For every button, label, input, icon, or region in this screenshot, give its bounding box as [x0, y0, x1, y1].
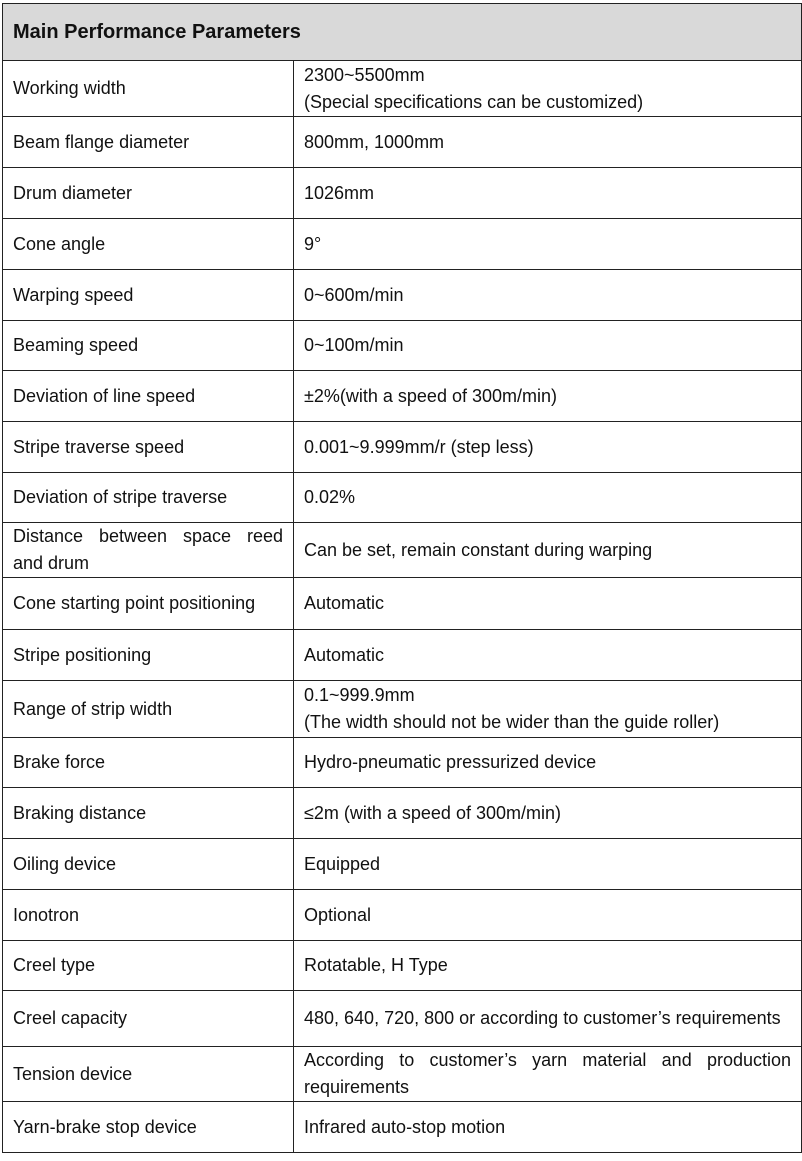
- table-row: [3, 890, 802, 941]
- parameter-value: [294, 1047, 802, 1102]
- parameter-value-line: (The width should not be wider than the guide roller): [304, 712, 720, 732]
- parameter-label: Distance between space reed and drum: [3, 523, 294, 578]
- parameter-label: Range of strip width: [3, 681, 294, 738]
- table-row: [3, 839, 802, 890]
- table-row: [3, 473, 802, 523]
- parameter-label: Oiling device: [3, 839, 294, 890]
- parameter-label: Creel type: [3, 941, 294, 991]
- parameter-value-line: (Special specifications can be customized): [304, 91, 644, 112]
- parameter-value: [294, 738, 802, 788]
- parameter-value: [294, 117, 802, 168]
- parameter-value: [294, 270, 802, 321]
- parameter-value: [294, 219, 802, 270]
- parameter-value-line: ±2%(with a speed of 300m/min): [304, 385, 557, 406]
- parameter-value: [294, 321, 802, 371]
- parameter-value: [294, 578, 802, 630]
- table-row: [3, 630, 802, 681]
- parameter-label: Working width: [3, 61, 294, 117]
- parameter-value: [294, 473, 802, 523]
- parameter-value-line: 9°: [304, 233, 322, 254]
- parameter-label: Brake force: [3, 738, 294, 788]
- table-row: [3, 578, 802, 630]
- parameter-value-line: 0.001~9.999mm/r (step less): [304, 436, 534, 457]
- parameter-value: [294, 941, 802, 991]
- parameter-value: [294, 523, 802, 578]
- parameter-value-line: Can be set, remain constant during warping: [304, 539, 653, 560]
- parameter-label: Ionotron: [3, 890, 294, 941]
- parameter-label: Stripe traverse speed: [3, 422, 294, 473]
- parameter-value-line: 0~100m/min: [304, 335, 404, 355]
- parameter-value-line: According to customer’s yarn material and production requirements: [304, 1050, 792, 1097]
- parameter-value: [294, 630, 802, 681]
- parameter-value: [294, 371, 802, 422]
- parameter-value-line: 0~600m/min: [304, 284, 404, 305]
- table-row: [3, 117, 802, 168]
- parameter-value-line: Rotatable, H Type: [304, 955, 448, 975]
- table-header-row: [3, 4, 802, 61]
- table-row: [3, 371, 802, 422]
- parameter-label: Beam flange diameter: [3, 117, 294, 168]
- parameter-label: Creel capacity: [3, 991, 294, 1047]
- parameter-value-line: ≤2m (with a speed of 300m/min): [304, 802, 561, 823]
- parameter-value: [294, 681, 802, 738]
- parameter-value-line: Equipped: [304, 853, 381, 874]
- parameter-value: [294, 61, 802, 117]
- table-row: [3, 738, 802, 788]
- parameter-value-line: Automatic: [304, 593, 385, 613]
- table-row: [3, 321, 802, 371]
- parameter-label: Braking distance: [3, 788, 294, 839]
- table-row: [3, 219, 802, 270]
- parameter-label: Cone angle: [3, 219, 294, 270]
- parameter-value-line: Infrared auto-stop motion: [304, 1116, 506, 1137]
- parameter-value-line: Hydro-pneumatic pressurized device: [304, 752, 597, 772]
- parameter-label: Cone starting point positioning: [3, 578, 294, 630]
- parameter-value-line: Optional: [304, 904, 372, 925]
- table-row: [3, 941, 802, 991]
- table-row: [3, 1102, 802, 1153]
- parameter-value: [294, 788, 802, 839]
- parameter-value: [294, 422, 802, 473]
- performance-parameters-table: [2, 3, 802, 1153]
- parameter-value-line: 480, 640, 720, 800 or according to customer’s requirements: [304, 1008, 781, 1028]
- parameter-label: Stripe positioning: [3, 630, 294, 681]
- table-row: [3, 788, 802, 839]
- table-row: [3, 991, 802, 1047]
- parameter-value: [294, 1102, 802, 1153]
- parameter-label: Drum diameter: [3, 168, 294, 219]
- parameter-label: Yarn-brake stop device: [3, 1102, 294, 1153]
- parameter-value: [294, 991, 802, 1047]
- table-row: [3, 168, 802, 219]
- parameter-value-line: 2300~5500mm: [304, 64, 425, 85]
- parameter-value-line: Automatic: [304, 644, 385, 665]
- parameter-value: [294, 890, 802, 941]
- parameter-value-line: 0.02%: [304, 487, 356, 507]
- table-row: [3, 1047, 802, 1102]
- table-title: Main Performance Parameters: [3, 4, 802, 61]
- parameter-value: [294, 839, 802, 890]
- parameter-value-line: 1026mm: [304, 182, 375, 203]
- parameter-label: Beaming speed: [3, 321, 294, 371]
- table-row: [3, 270, 802, 321]
- table-row: [3, 523, 802, 578]
- parameter-label: Tension device: [3, 1047, 294, 1102]
- parameter-value-line: 800mm, 1000mm: [304, 131, 445, 152]
- parameter-value: [294, 168, 802, 219]
- parameter-label: Deviation of line speed: [3, 371, 294, 422]
- parameter-value-line: 0.1~999.9mm: [304, 685, 415, 705]
- table-row: [3, 681, 802, 738]
- table-row: [3, 422, 802, 473]
- parameter-label: Deviation of stripe traverse: [3, 473, 294, 523]
- table-row: [3, 61, 802, 117]
- parameter-label: Warping speed: [3, 270, 294, 321]
